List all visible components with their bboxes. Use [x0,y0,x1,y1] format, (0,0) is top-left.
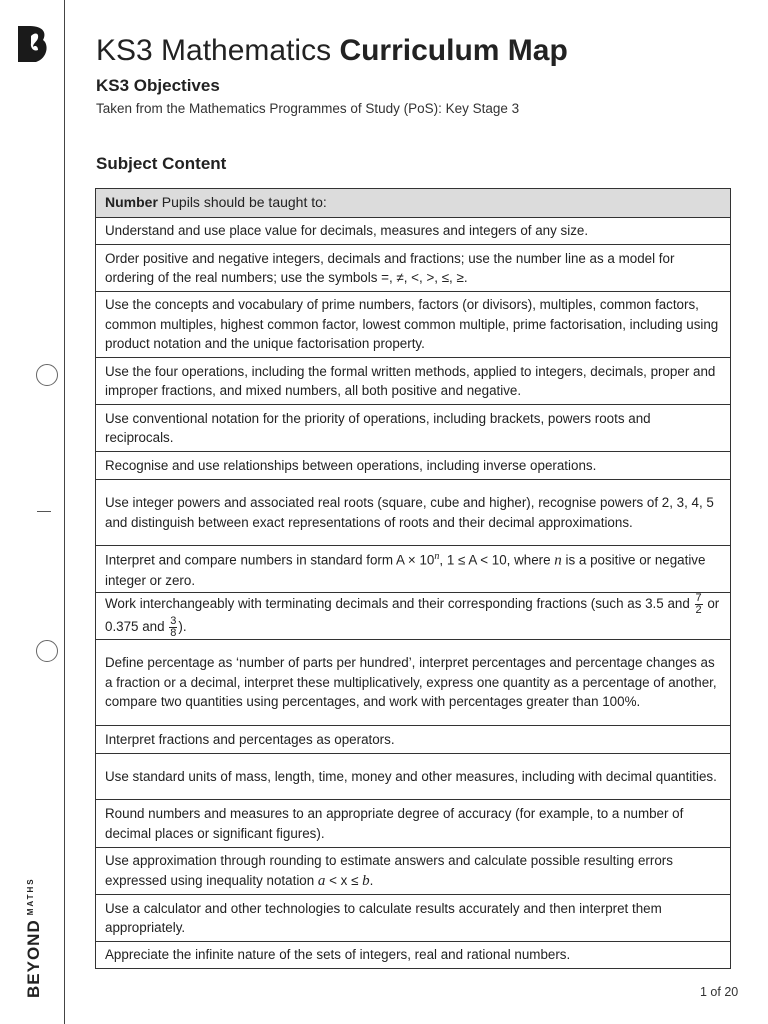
standard-form-exponent: n [434,551,440,563]
beyond-logo-icon [16,24,50,64]
table-row: Use a calculator and other technologies to calculate results accurately and then interpret them appropriately. [96,894,730,941]
table-row-approximation [96,847,730,894]
table-row: Use the four operations, including the formal written methods, applied to integers, decimals, proper and improper fractions, and mixed numbers, all both positive and negative. [96,357,730,404]
fractions-text-b: or 0.375 and [105,596,720,635]
margin-line [64,0,65,1024]
table-row: Use conventional notation for the priority of operations, including brackets, powers roots and reciprocals. [96,404,730,451]
table-header [96,189,730,217]
standard-form-text-a: Interpret and compare numbers in standard form A × 10 [105,552,435,568]
page-title [96,34,568,68]
table-row-standard-form [96,545,730,592]
table-row: Define percentage as ‘number of parts per hundred’, interpret percentages and percentage changes as a fraction or a decimal, interpret these multiplicatively, express one quantity as a percentage of another, compare two quantities using percentages, and work with percentages greater than 100%. [96,639,730,725]
brand-main: BEYOND [24,919,43,998]
page-number: 1 of 20 [700,985,739,999]
fold-mark [37,511,51,512]
approx-text-c: . [369,872,374,888]
table-row: Order positive and negative integers, decimals and fractions; use the number line as a model for ordering of the real numbers; use the symbols =, ≠, <, >, ≤, ≥. [96,244,730,291]
fraction-three-eighths [169,616,177,639]
table-row: Use integer powers and associated real roots (square, cube and higher), recognise powers of 2, 3, 4, 5 and distinguish between exact representations of roots and their decimal approximations. [96,479,730,545]
fraction-seven-halves [695,593,703,616]
title-bold: Curriculum Map [339,34,568,67]
fraction-denominator: 2 [695,604,702,616]
objectives-table [95,188,731,969]
table-row: Use standard units of mass, length, time, money and other measures, including with decimal quantities. [96,753,730,799]
standard-form-text-c: is a positive or negative integer or zero. [105,552,706,589]
fractions-text-c: ). [178,619,187,635]
approx-text-b: < x ≤ [325,872,363,888]
table-row-fractions [96,592,730,639]
table-row: Round numbers and measures to an appropriate degree of accuracy (for example, to a number of decimal places or significant figures). [96,799,730,847]
section-title: Subject Content [96,154,227,173]
brand-wordmark [22,858,46,998]
table-row: Understand and use place value for decimals, measures and integers of any size. [96,217,730,244]
fractions-text-a: Work interchangeably with terminating decimals and their corresponding fractions (such as 3.5 and [105,596,694,612]
fraction-numerator: 7 [695,592,702,604]
standard-form-text-b: , 1 ≤ A < 10, where [439,552,555,568]
page-subtitle: KS3 Objectives [96,76,220,95]
table-header-bold: Number [105,194,158,211]
approx-text-a: Use approximation through rounding to estimate answers and calculate possible resulting errors expressed using inequality notation [105,853,673,888]
approx-variable-b: b [362,872,370,889]
title-regular: KS3 Mathematics [96,34,332,67]
source-note: Taken from the Mathematics Programmes of Study (PoS): Key Stage 3 [96,101,520,116]
binder-hole-icon [36,640,58,662]
table-row: Appreciate the infinite nature of the sets of integers, real and rational numbers. [96,941,730,968]
fraction-numerator: 3 [170,615,177,627]
approx-variable-a: a [317,872,326,889]
standard-form-variable: n [554,552,562,569]
binder-hole-icon [36,364,58,386]
table-row: Recognise and use relationships between operations, including inverse operations. [96,451,730,479]
fraction-denominator: 8 [170,627,177,639]
table-header-text: Pupils should be taught to: [157,194,327,211]
brand-sub: MATHS [25,877,35,916]
table-row: Use the concepts and vocabulary of prime numbers, factors (or divisors), multiples, common factors, common multiples, highest common factor, lowest common multiple, prime factorisation, including using product notation and the unique factorisation property. [96,291,730,357]
table-row: Interpret fractions and percentages as operators. [96,725,730,753]
